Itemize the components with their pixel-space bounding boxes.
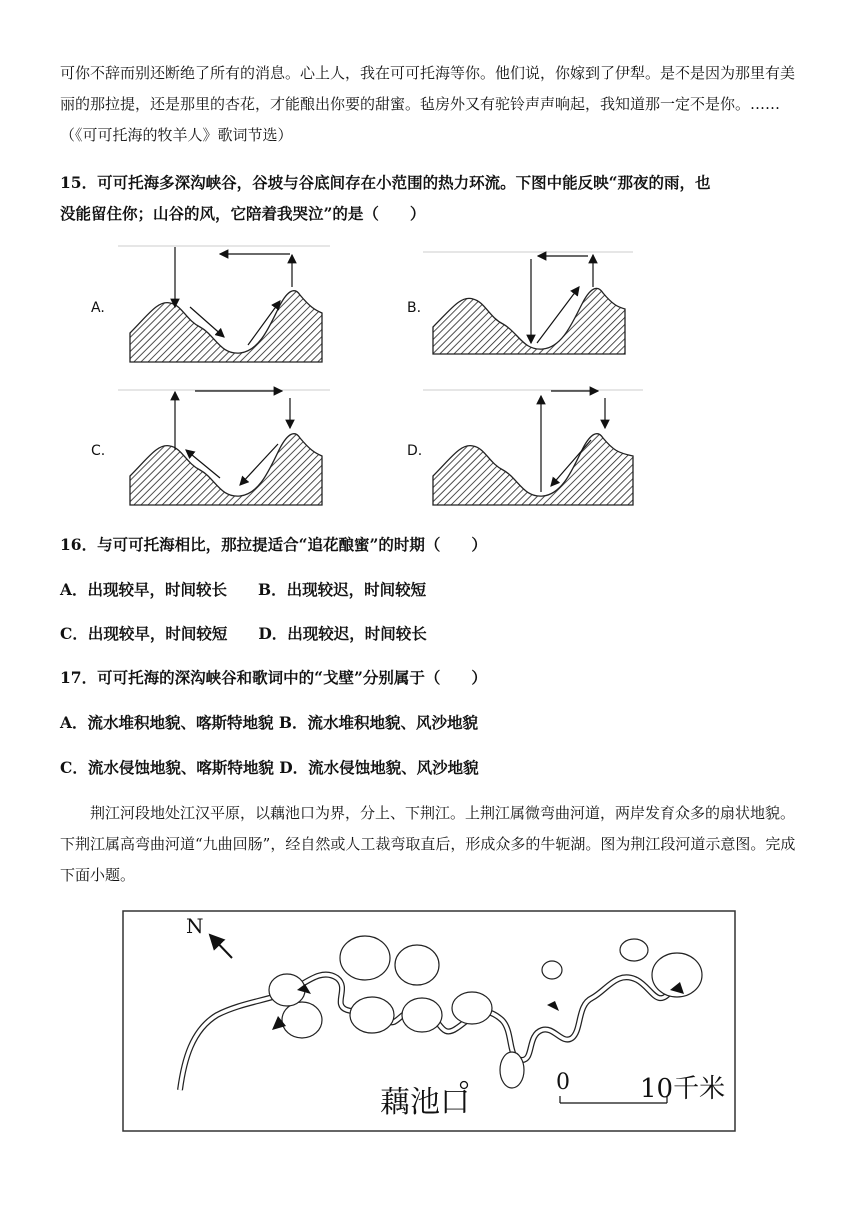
q15-option-b-label: B.: [407, 300, 422, 316]
q15-stem-line2: 没能留住你；山谷的风，它陪着我哭泣”的是（ ）: [60, 204, 426, 223]
map-scale-value: 10千米: [640, 1074, 726, 1104]
passage-jingjiang: 荆江河段地处江汉平原，以藕池口为界，分上、下荆江。上荆江属微弯曲河道，两岸发育众多的扇状地貌。下荆江属高弯曲河道“九曲回肠”，经自然或人工裁弯取直后，形成众多的牛轭湖。图为荆江段河道示意图。完成下面小题。: [60, 804, 796, 884]
q16-options-row2: C．出现较早，时间较短 D．出现较迟，时间较长: [60, 624, 427, 643]
q17-stem: 17．可可托海的深沟峡谷和歌词中的“戈壁”分别属于（ ）: [60, 668, 487, 687]
q17-options-row1: A．流水堆积地貌、喀斯特地貌 B．流水堆积地貌、风沙地貌: [60, 713, 479, 732]
diagram-b: [423, 252, 633, 354]
map-scale-zero: 0: [556, 1070, 570, 1095]
diagram-d: [423, 390, 643, 505]
map-place-label: 藕池口: [380, 1085, 470, 1120]
q15-stem-line1: 15．可可托海多深沟峡谷，谷坡与谷底间存在小范围的热力环流。下图中能反映“那夜的雨，也: [60, 173, 711, 192]
q15-option-a-label: A.: [91, 300, 105, 316]
q15-option-d-label: D.: [407, 443, 423, 459]
q16-options-row1: A．出现较早，时间较长 B．出现较迟，时间较短: [60, 580, 427, 599]
diagram-c: [118, 390, 330, 505]
diagram-a: [118, 246, 330, 362]
intro-lyrics-paragraph: 可你不辞而别还断绝了所有的消息。心上人，我在可可托海等你。他们说，你嫁到了伊犁。是不是因为那里有美丽的那拉提，还是那里的杏花，才能酿出你要的甜蜜。毡房外又有驼铃声声响起，我知道那一定不是你。……（《可可托海的牧羊人》歌词节选）: [60, 64, 796, 144]
q15-option-c-label: C.: [91, 443, 106, 459]
q16-stem: 16．与可可托海相比，那拉提适合“追花酿蜜”的时期（ ）: [60, 535, 487, 554]
q17-options-row2: C．流水侵蚀地貌、喀斯特地貌 D．流水侵蚀地貌、风沙地貌: [60, 758, 479, 777]
map-north-label: N: [186, 914, 204, 938]
